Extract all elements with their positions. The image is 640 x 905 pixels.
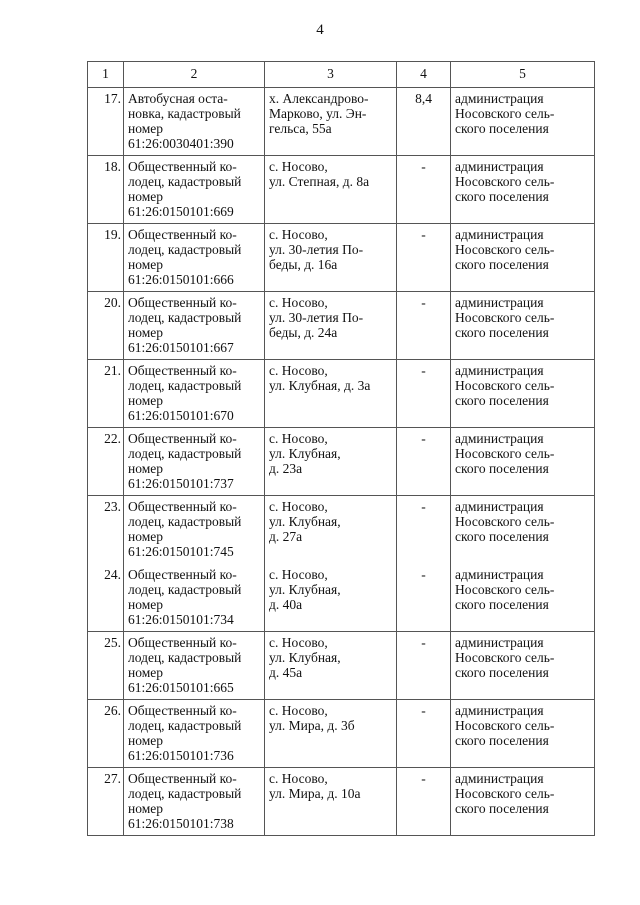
area-cell: - <box>397 496 451 564</box>
row-number-cell: 27. <box>88 768 124 836</box>
owner-cell: администрация Носовского сель- ского поселения <box>451 292 595 360</box>
table-header-row <box>88 62 595 88</box>
object-name-cell: Общественный ко- лодец, кадастровый номер 61:26:0150101:665 <box>124 632 265 700</box>
area-cell: - <box>397 768 451 836</box>
row-number-cell: 24. <box>88 564 124 632</box>
area-cell: - <box>397 700 451 768</box>
area-cell: 8,4 <box>397 88 451 156</box>
owner-cell: администрация Носовского сель- ского поселения <box>451 428 595 496</box>
table-row <box>88 496 595 564</box>
table-row <box>88 564 595 632</box>
page-number: 4 <box>316 22 324 38</box>
header-cell: 5 <box>451 62 595 88</box>
area-cell: - <box>397 428 451 496</box>
address-cell: с. Носово, ул. Мира, д. 10а <box>265 768 397 836</box>
object-name-cell: Общественный ко- лодец, кадастровый номер 61:26:0150101:669 <box>124 156 265 224</box>
header-cell: 2 <box>124 62 265 88</box>
table-row <box>88 224 595 292</box>
address-cell: с. Носово, ул. Клубная, д. 27а <box>265 496 397 564</box>
owner-cell: администрация Носовского сель- ского поселения <box>451 700 595 768</box>
address-cell: с. Носово, ул. Степная, д. 8а <box>265 156 397 224</box>
owner-cell: администрация Носовского сель- ского поселения <box>451 360 595 428</box>
table-row <box>88 632 595 700</box>
owner-cell: администрация Носовского сель- ского поселения <box>451 88 595 156</box>
address-cell: с. Носово, ул. Клубная, д. 3а <box>265 360 397 428</box>
area-cell: - <box>397 292 451 360</box>
row-number-cell: 26. <box>88 700 124 768</box>
area-cell: - <box>397 360 451 428</box>
row-number-cell: 20. <box>88 292 124 360</box>
table-row <box>88 360 595 428</box>
address-cell: с. Носово, ул. 30-летия По- беды, д. 16а <box>265 224 397 292</box>
objects-table <box>87 61 595 836</box>
address-cell: с. Носово, ул. Клубная, д. 45а <box>265 632 397 700</box>
area-cell: - <box>397 632 451 700</box>
row-number-cell: 25. <box>88 632 124 700</box>
owner-cell: администрация Носовского сель- ского поселения <box>451 768 595 836</box>
header-cell: 1 <box>88 62 124 88</box>
address-cell: с. Носово, ул. 30-летия По- беды, д. 24а <box>265 292 397 360</box>
area-cell: - <box>397 564 451 632</box>
object-name-cell: Общественный ко- лодец, кадастровый номер 61:26:0150101:734 <box>124 564 265 632</box>
object-name-cell: Общественный ко- лодец, кадастровый номер 61:26:0150101:667 <box>124 292 265 360</box>
object-name-cell: Общественный ко- лодец, кадастровый номер 61:26:0150101:666 <box>124 224 265 292</box>
owner-cell: администрация Носовского сель- ского поселения <box>451 156 595 224</box>
table-row <box>88 88 595 156</box>
object-name-cell: Общественный ко- лодец, кадастровый номер 61:26:0150101:745 <box>124 496 265 564</box>
owner-cell: администрация Носовского сель- ского поселения <box>451 496 595 564</box>
table-row <box>88 700 595 768</box>
header-cell: 3 <box>265 62 397 88</box>
row-number-cell: 19. <box>88 224 124 292</box>
area-cell: - <box>397 224 451 292</box>
address-cell: с. Носово, ул. Клубная, д. 23а <box>265 428 397 496</box>
table-row <box>88 768 595 836</box>
table-row <box>88 292 595 360</box>
object-name-cell: Общественный ко- лодец, кадастровый номер 61:26:0150101:738 <box>124 768 265 836</box>
owner-cell: администрация Носовского сель- ского поселения <box>451 632 595 700</box>
owner-cell: администрация Носовского сель- ского поселения <box>451 564 595 632</box>
object-name-cell: Общественный ко- лодец, кадастровый номер 61:26:0150101:737 <box>124 428 265 496</box>
object-name-cell: Общественный ко- лодец, кадастровый номер 61:26:0150101:736 <box>124 700 265 768</box>
object-name-cell: Общественный ко- лодец, кадастровый номер 61:26:0150101:670 <box>124 360 265 428</box>
row-number-cell: 21. <box>88 360 124 428</box>
table-row <box>88 428 595 496</box>
header-cell: 4 <box>397 62 451 88</box>
table-row <box>88 156 595 224</box>
row-number-cell: 23. <box>88 496 124 564</box>
address-cell: х. Александрово- Марково, ул. Эн- гельса, 55а <box>265 88 397 156</box>
row-number-cell: 17. <box>88 88 124 156</box>
object-name-cell: Автобусная оста- новка, кадастровый номер 61:26:0030401:390 <box>124 88 265 156</box>
row-number-cell: 18. <box>88 156 124 224</box>
row-number-cell: 22. <box>88 428 124 496</box>
address-cell: с. Носово, ул. Клубная, д. 40а <box>265 564 397 632</box>
area-cell: - <box>397 156 451 224</box>
address-cell: с. Носово, ул. Мира, д. 3б <box>265 700 397 768</box>
owner-cell: администрация Носовского сель- ского поселения <box>451 224 595 292</box>
table-body <box>88 88 595 836</box>
